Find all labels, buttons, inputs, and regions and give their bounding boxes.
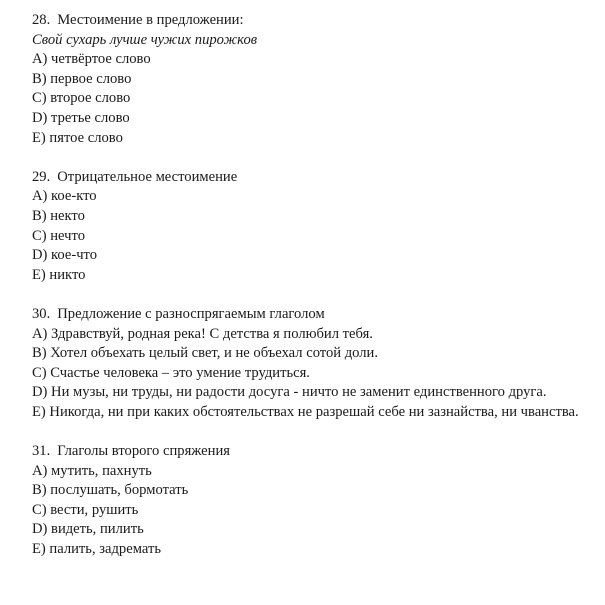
question-title: Предложение с разноспрягаемым глаголом: [57, 305, 325, 322]
answer-option-d: D) кое-что: [32, 247, 98, 264]
answer-option-d: D) Ни музы, ни труды, ни радости досуга - ничто не заменит единственного друга.: [32, 384, 547, 401]
question-heading: [32, 11, 602, 31]
answer-option-c: C) второе слово: [32, 90, 131, 107]
answer-option-b: B) Хотел объехать целый свет, и не объехал сотой доли.: [32, 345, 379, 362]
answer-option-a: A) мутить, пахнуть: [32, 462, 152, 479]
test-page: [32, 11, 602, 560]
question-sentence: Свой сухарь лучше чужих пирожков: [32, 31, 258, 48]
question-number: 31.: [32, 443, 51, 460]
answer-option-d: D) видеть, пилить: [32, 521, 144, 538]
question-title: Местоимение в предложении:: [57, 12, 244, 28]
question-heading: [32, 168, 602, 188]
question-number: 29.: [32, 168, 51, 185]
question-30: [32, 305, 602, 423]
answer-option-a: A) Здравствуй, родная река! С детства я полюбил тебя.: [32, 325, 373, 342]
answer-option-c: C) нечто: [32, 227, 85, 244]
question-title: Отрицательное местоимение: [57, 168, 238, 185]
answer-option-b: B) первое слово: [32, 70, 132, 87]
question-number: 28.: [32, 12, 51, 28]
answer-option-b: B) некто: [32, 207, 85, 224]
question-31: [32, 442, 602, 560]
question-title: Глаголы второго спряжения: [57, 443, 230, 460]
answer-option-e: E) никто: [32, 266, 86, 283]
answer-option-a: A) четвёртое слово: [32, 51, 151, 68]
question-heading: [32, 442, 602, 462]
answer-option-c: C) Счастье человека – это умение трудиться.: [32, 364, 310, 381]
question-29: [32, 168, 602, 286]
answer-option-e: E) Никогда, ни при каких обстоятельствах не разрешай себе ни зазнайства, ни чванства.: [32, 403, 579, 420]
answer-option-d: D) третье слово: [32, 109, 130, 126]
answer-option-b: B) послушать, бормотать: [32, 482, 189, 499]
answer-option-a: A) кое-кто: [32, 188, 97, 205]
question-heading: [32, 305, 602, 325]
answer-option-e: E) пятое слово: [32, 129, 123, 146]
question-number: 30.: [32, 305, 51, 322]
answer-option-e: E) палить, задремать: [32, 541, 161, 558]
question-28: [32, 11, 602, 148]
answer-option-c: C) вести, рушить: [32, 501, 139, 518]
